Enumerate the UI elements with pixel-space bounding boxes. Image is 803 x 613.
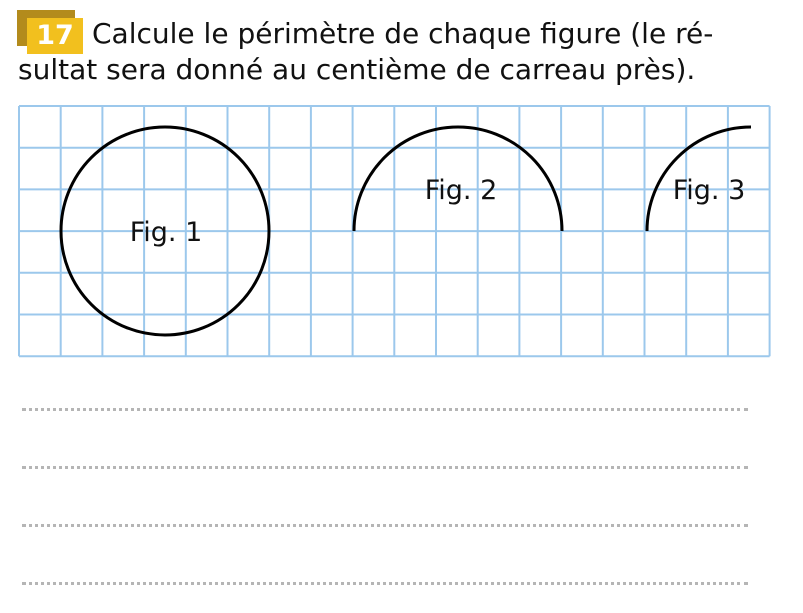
fig1-label: Fig. 1: [129, 217, 203, 248]
exercise-number: 17: [27, 18, 83, 54]
answer-line-1[interactable]: [22, 408, 748, 411]
fig3-label: Fig. 3: [672, 175, 746, 206]
answer-line-2[interactable]: [22, 466, 748, 469]
fig2-label: Fig. 2: [424, 175, 498, 206]
answer-line-3[interactable]: [22, 524, 748, 527]
answer-line-4[interactable]: [22, 582, 748, 585]
instruction-line-1: Calcule le périmètre de chaque figure (le ré-: [92, 17, 714, 50]
instruction-line-2: sultat sera donné au centième de carreau près).: [18, 53, 696, 86]
